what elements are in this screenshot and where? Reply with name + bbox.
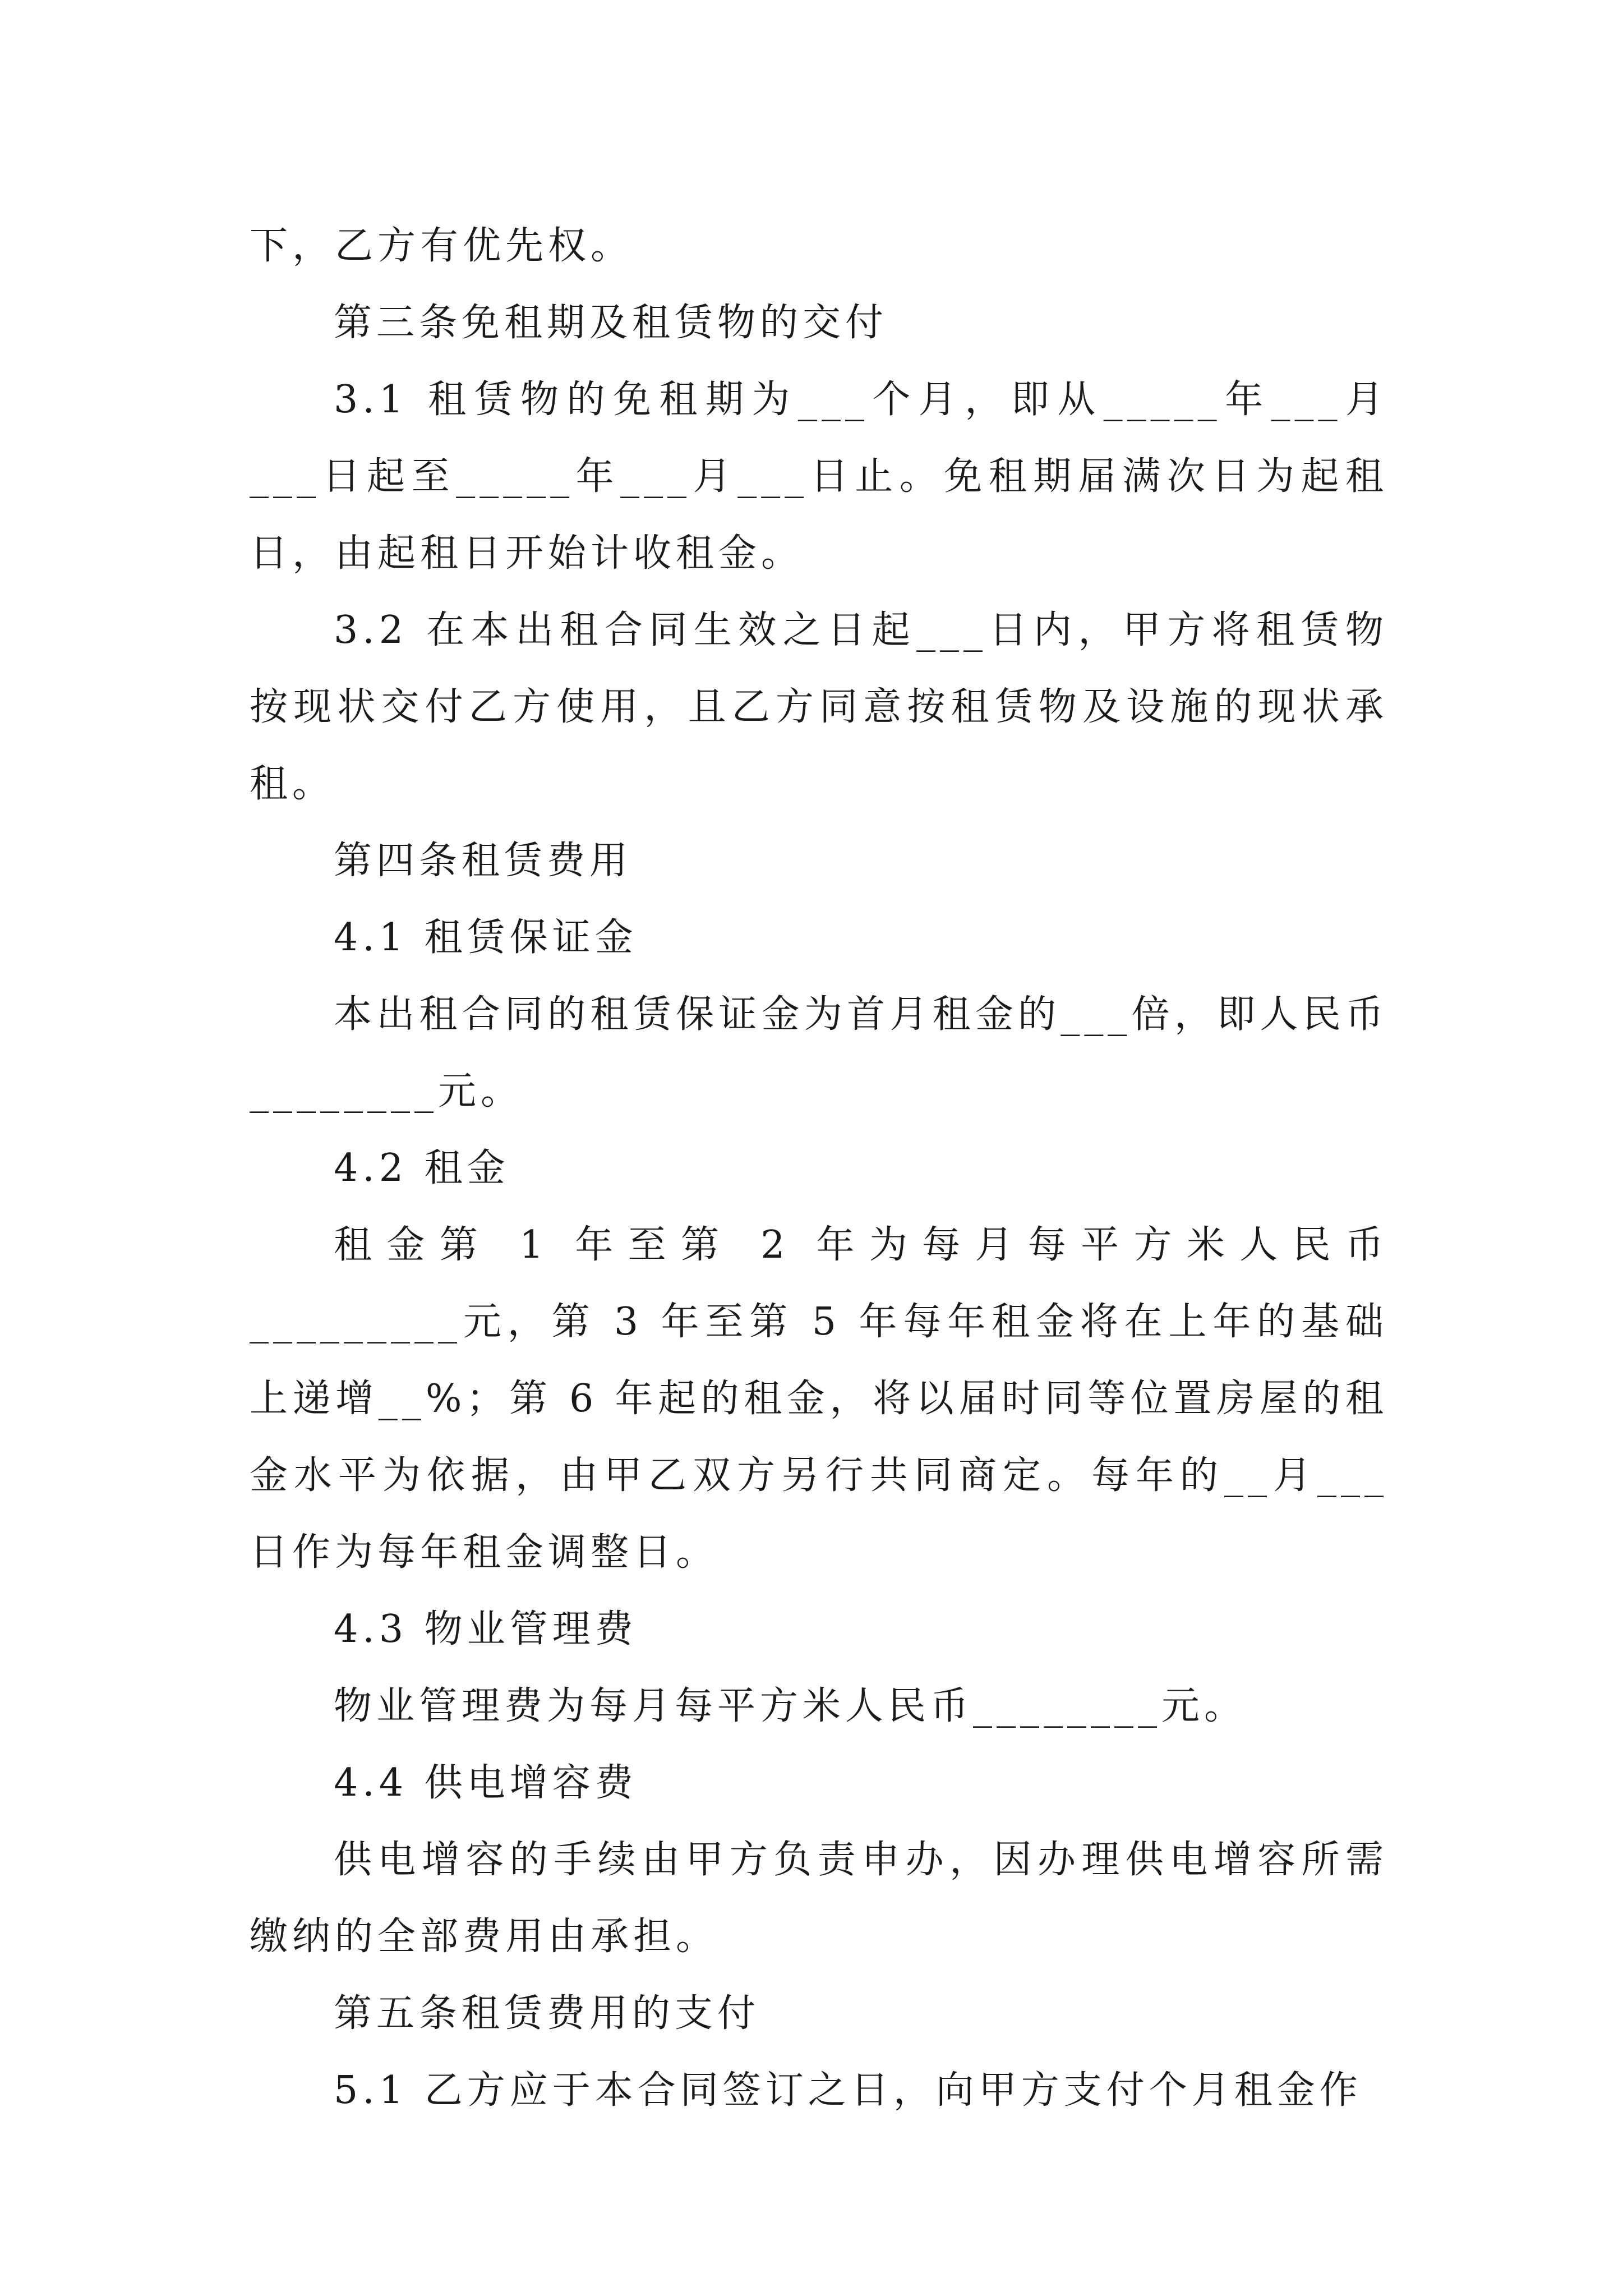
clause-4-3-heading: 4.3 物业管理费: [334, 1607, 638, 1651]
clause-4-4-body: 供电增容的手续由甲方负责申办，因办理供电增容所需缴纳的全部费用由承担。: [250, 1838, 1388, 1959]
clause-4-2-body: 租金第 1 年至第 2 年为每月每平方米人民币_________元，第 3 年至第 5 年每年租金将在上年的基础上递增__%；第 6 年起的租金，将以届时同等位置房屋的租金水平为依据，由甲乙双方另行共同商定。每年的__月___日作为每年租金调整日。: [250, 1223, 1388, 1575]
article-3-heading: 第三条免租期及租赁物的交付: [334, 301, 888, 345]
clause-3-1: 3.1 租赁物的免租期为___个月，即从_____年___月___日起至_____年___月___日止。免租期届满次日为起租日，由起租日开始计收租金。: [250, 378, 1388, 576]
clause-4-1-body: 本出租合同的租赁保证金为首月租金的___倍，即人民币________元。: [250, 992, 1388, 1114]
clause-5-1: 5.1 乙方应于本合同签订之日，向甲方支付个月租金作: [334, 2068, 1362, 2113]
paragraph-continuation: 下，乙方有优先权。: [250, 224, 634, 268]
clause-4-3-body: 物业管理费为每月每平方米人民币________元。: [334, 1684, 1247, 1728]
clause-4-4-heading: 4.4 供电增容费: [334, 1761, 638, 1805]
clause-4-1-heading: 4.1 租赁保证金: [334, 915, 638, 960]
clause-4-2-heading: 4.2 租金: [334, 1146, 510, 1190]
document-body: [250, 208, 1388, 2129]
article-4-heading: 第四条租赁费用: [334, 839, 633, 883]
article-5-heading: 第五条租赁费用的支付: [334, 1991, 760, 2036]
clause-3-2: 3.2 在本出租合同生效之日起___日内，甲方将租赁物按现状交付乙方使用，且乙方同意按租赁物及设施的现状承租。: [250, 608, 1388, 806]
